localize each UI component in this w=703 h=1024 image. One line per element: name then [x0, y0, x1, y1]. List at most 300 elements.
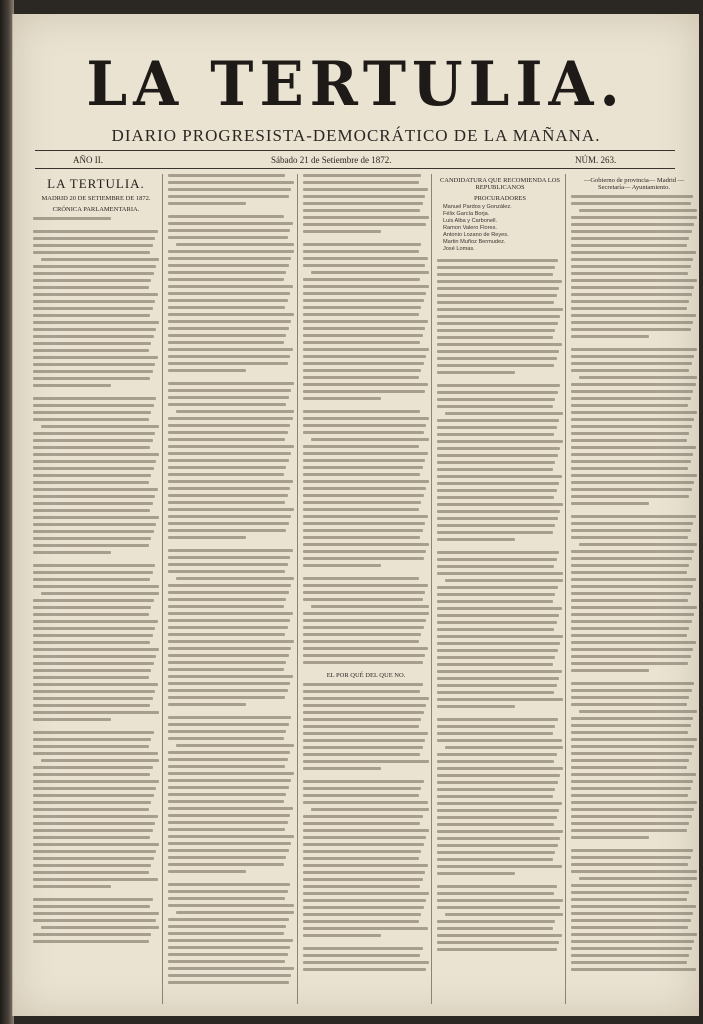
text-line: [176, 744, 294, 747]
text-line: [437, 670, 562, 673]
text-line: [437, 656, 555, 659]
text-line: [168, 188, 291, 191]
text-line: [168, 431, 288, 434]
text-line: [33, 676, 149, 679]
text-line: [437, 433, 554, 436]
text-line: [571, 801, 697, 804]
text-line: [571, 244, 687, 247]
text-line: [168, 696, 285, 699]
text-line: [437, 259, 558, 262]
text-line: [437, 760, 554, 763]
text-line: [168, 313, 294, 316]
text-line: [33, 300, 155, 303]
candidate-name: José Lomas.: [443, 246, 475, 252]
text-line: [33, 516, 159, 519]
text-line: [41, 592, 159, 595]
text-line: [168, 264, 289, 267]
text-line: [571, 731, 688, 734]
text-line: [437, 844, 558, 847]
text-line: [571, 286, 694, 289]
text-line: [437, 524, 555, 527]
header-rule-bottom: [35, 168, 675, 169]
text-line: [168, 355, 290, 358]
text-line: [571, 759, 689, 762]
text-line: [303, 480, 429, 483]
text-line: [33, 599, 154, 602]
text-line: [571, 279, 697, 282]
text-line: [168, 772, 294, 775]
text-line: [168, 640, 294, 643]
text-line: [303, 473, 420, 476]
text-line: [303, 264, 425, 267]
text-line: [571, 488, 692, 491]
text-line: [571, 940, 694, 943]
text-line: [303, 250, 419, 253]
text-line: [303, 787, 421, 790]
text-line: [33, 773, 150, 776]
text-line: [571, 446, 696, 449]
text-line: [571, 251, 696, 254]
text-line: [571, 418, 694, 421]
text-line: [437, 343, 562, 346]
text-line: [437, 858, 553, 861]
text-line: [437, 482, 559, 485]
text-line: [168, 730, 286, 733]
text-line: [303, 913, 421, 916]
text-line: [168, 424, 290, 427]
text-line: [303, 445, 419, 448]
text-line: [579, 209, 697, 212]
text-line: [33, 878, 158, 881]
text-line: [571, 863, 688, 866]
text-line: [571, 571, 687, 574]
text-line: [168, 654, 289, 657]
text-line: [437, 774, 560, 777]
text-line: [33, 822, 155, 825]
text-line: [168, 181, 294, 184]
text-line: [33, 571, 153, 574]
text-line: [437, 851, 555, 854]
text-line: [33, 683, 158, 686]
candidate-name: Luis Alba y Carbonell.: [443, 218, 498, 224]
text-line: [33, 349, 149, 352]
text-line: [303, 878, 423, 881]
text-line: [303, 522, 425, 525]
text-line: [303, 640, 419, 643]
text-line: [176, 410, 294, 413]
text-line: [33, 446, 150, 449]
text-line: [437, 948, 557, 951]
text-line: [571, 585, 693, 588]
text-line: [571, 195, 693, 198]
text-line: [571, 829, 687, 832]
text-line: [33, 418, 149, 421]
text-line: [303, 216, 429, 219]
text-line: [33, 293, 158, 296]
text-line: [571, 335, 649, 338]
text-line: [571, 369, 689, 372]
text-line: [303, 285, 429, 288]
text-line: [571, 481, 694, 484]
text-line: [437, 496, 554, 499]
text-line: [579, 710, 697, 713]
column-4-label: PROCURADORES: [473, 195, 526, 202]
text-line: [33, 794, 154, 797]
text-line: [303, 362, 424, 365]
text-line: [437, 558, 557, 561]
text-line: [571, 954, 689, 957]
text-line: [168, 202, 246, 205]
text-line: [303, 654, 425, 657]
text-line: [571, 328, 691, 331]
text-line: [168, 689, 288, 692]
newspaper-page: [12, 14, 699, 1016]
candidate-name: Ramon Valero Flores.: [443, 225, 497, 231]
text-line: [303, 647, 428, 650]
text-line: [303, 836, 426, 839]
text-line: [168, 570, 285, 573]
text-line: [571, 314, 696, 317]
text-line: [437, 927, 553, 930]
text-line: [571, 794, 688, 797]
column-divider: [431, 174, 432, 1004]
column-divider: [162, 174, 163, 1004]
text-line: [571, 272, 688, 275]
text-line: [571, 745, 694, 748]
column-3: [303, 174, 429, 1006]
text-line: [303, 410, 420, 413]
text-line: [571, 669, 649, 672]
text-line: [303, 711, 424, 714]
text-line: [303, 313, 419, 316]
text-line: [168, 466, 286, 469]
text-line: [33, 460, 156, 463]
text-line: [571, 460, 691, 463]
text-line: [571, 682, 694, 685]
text-line: [437, 322, 558, 325]
text-line: [311, 808, 429, 811]
text-line: [303, 598, 423, 601]
text-line: [437, 329, 555, 332]
text-line: [437, 892, 554, 895]
text-line: [437, 600, 553, 603]
text-line: [168, 362, 288, 365]
text-line: [445, 746, 563, 749]
text-line: [571, 529, 691, 532]
text-line: [33, 718, 111, 721]
text-line: [176, 577, 294, 580]
text-line: [33, 509, 150, 512]
text-line: [33, 905, 150, 908]
text-line: [303, 292, 426, 295]
text-line: [303, 899, 426, 902]
text-line: [303, 843, 424, 846]
column-4-text: [437, 259, 563, 1006]
text-line: [571, 703, 687, 706]
text-line: [168, 501, 285, 504]
text-line: [303, 529, 423, 532]
text-line: [168, 271, 286, 274]
text-line: [571, 836, 649, 839]
text-line: [437, 364, 554, 367]
text-line: [303, 431, 424, 434]
text-line: [571, 300, 689, 303]
text-line: [437, 531, 553, 534]
text-line: [33, 704, 150, 707]
text-line: [33, 377, 150, 380]
text-line: [437, 572, 563, 575]
text-line: [571, 766, 687, 769]
text-line: [41, 258, 159, 261]
text-line: [571, 265, 691, 268]
text-line: [303, 459, 425, 462]
text-line: [437, 691, 554, 694]
text-line: [303, 661, 423, 664]
text-line: [168, 890, 288, 893]
text-line: [33, 940, 149, 943]
text-line: [437, 788, 555, 791]
column-5-text: [571, 195, 697, 1006]
text-line: [303, 885, 420, 888]
text-line: [437, 454, 558, 457]
text-line: [437, 872, 515, 875]
column-4-section: CANDIDATURA QUE RECOMIENDA LOS REPUBLICANOS: [439, 177, 561, 191]
text-line: [437, 586, 558, 589]
text-line: [571, 787, 691, 790]
text-line: [303, 376, 419, 379]
text-line: [33, 432, 155, 435]
text-line: [303, 355, 426, 358]
text-line: [33, 919, 156, 922]
text-line: [311, 271, 429, 274]
text-line: [33, 836, 150, 839]
text-line: [437, 301, 554, 304]
text-line: [571, 307, 687, 310]
text-line: [33, 850, 156, 853]
text-line: [437, 391, 558, 394]
text-line: [437, 266, 555, 269]
text-line: [168, 494, 288, 497]
text-line: [571, 620, 692, 623]
text-line: [571, 689, 692, 692]
text-line: [168, 661, 286, 664]
candidate-list: [443, 204, 563, 253]
text-line: [437, 510, 560, 513]
text-line: [571, 321, 693, 324]
text-line: [168, 174, 285, 177]
text-line: [33, 585, 159, 588]
text-line: [168, 675, 293, 678]
text-line: [168, 793, 286, 796]
text-line: [437, 684, 557, 687]
text-line: [168, 765, 285, 768]
text-line: [168, 584, 291, 587]
column-1: [33, 174, 159, 1006]
text-line: [33, 244, 153, 247]
text-line: [303, 739, 425, 742]
text-line: [437, 287, 559, 290]
text-line: [33, 272, 154, 275]
text-line: [41, 759, 159, 762]
newspaper-title: LA TERTULIA.: [86, 48, 626, 120]
text-line: [303, 209, 420, 212]
text-line: [168, 236, 288, 239]
text-line: [571, 752, 692, 755]
text-line: [168, 369, 246, 372]
text-line: [33, 578, 150, 581]
text-line: [303, 181, 419, 184]
text-line: [571, 397, 691, 400]
text-line: [168, 229, 290, 232]
text-line: [303, 725, 419, 728]
text-line: [437, 830, 563, 833]
text-line: [579, 543, 697, 546]
text-line: [303, 780, 424, 783]
text-line: [303, 864, 428, 867]
text-line: [571, 564, 689, 567]
text-line: [437, 809, 559, 812]
text-line: [168, 215, 284, 218]
text-line: [168, 222, 293, 225]
text-line: [33, 474, 151, 477]
text-line: [303, 961, 429, 964]
text-line: [437, 795, 553, 798]
text-line: [168, 487, 290, 490]
text-line: [571, 258, 693, 261]
text-line: [571, 404, 688, 407]
text-line: [303, 508, 419, 511]
text-line: [571, 467, 688, 470]
text-line: [303, 892, 429, 895]
text-line: [168, 932, 284, 935]
text-line: [303, 697, 429, 700]
text-line: [437, 767, 563, 770]
text-line: [303, 278, 420, 281]
text-line: [437, 732, 553, 735]
text-line: [303, 369, 421, 372]
candidate-name: Martin Muñoz Bermudez.: [443, 239, 506, 245]
text-line: [303, 934, 381, 937]
text-line: [571, 599, 688, 602]
column-5-section: —Gobierno de provincia— Madrid — Secretaría— Ayuntamiento.: [583, 177, 685, 191]
text-line: [303, 452, 428, 455]
text-line: [303, 383, 428, 386]
text-line: [437, 899, 563, 902]
text-line: [33, 641, 150, 644]
text-line: [571, 884, 692, 887]
text-line: [168, 195, 289, 198]
text-line: [33, 662, 154, 665]
column-divider: [565, 174, 566, 1004]
text-line: [303, 306, 421, 309]
text-line: [33, 898, 153, 901]
text-line: [33, 711, 159, 714]
text-line: [303, 348, 429, 351]
text-line: [33, 537, 151, 540]
text-line: [303, 195, 425, 198]
text-line: [303, 920, 419, 923]
text-line: [437, 273, 553, 276]
text-line: [168, 549, 293, 552]
text-line: [168, 529, 286, 532]
text-line: [33, 314, 150, 317]
text-line: [437, 461, 555, 464]
text-line: [33, 279, 151, 282]
column-1-dateline: MADRID 20 DE SETIEMBRE DE 1872.: [41, 195, 151, 202]
text-line: [303, 822, 420, 825]
text-line: [571, 216, 697, 219]
text-line: [571, 362, 692, 365]
text-line: [571, 662, 688, 665]
text-line: [437, 865, 562, 868]
text-line: [303, 704, 426, 707]
text-line: [168, 327, 289, 330]
issue-number: NÚM. 263.: [575, 155, 617, 165]
text-line: [571, 968, 696, 971]
text-line: [168, 883, 290, 886]
text-line: [437, 593, 555, 596]
text-line: [303, 612, 429, 615]
text-line: [168, 257, 291, 260]
text-line: [437, 753, 557, 756]
text-line: [303, 536, 420, 539]
text-line: [303, 257, 428, 260]
text-line: [579, 877, 697, 880]
text-line: [437, 440, 563, 443]
text-line: [176, 243, 294, 246]
text-line: [33, 655, 156, 658]
text-line: [571, 717, 693, 720]
text-line: [168, 445, 294, 448]
text-line: [168, 285, 293, 288]
text-line: [437, 517, 558, 520]
text-line: [437, 426, 557, 429]
text-line: [168, 723, 289, 726]
text-line: [303, 390, 425, 393]
text-line: [437, 315, 560, 318]
text-line: [33, 453, 159, 456]
text-line: [571, 919, 691, 922]
text-line: [168, 612, 293, 615]
text-line: [571, 696, 689, 699]
text-line: [303, 584, 428, 587]
text-line: [571, 432, 689, 435]
text-line: [437, 816, 557, 819]
text-line: [571, 411, 697, 414]
text-line: [33, 885, 111, 888]
text-line: [33, 286, 149, 289]
text-line: [33, 237, 155, 240]
text-line: [303, 927, 428, 930]
text-line: [303, 829, 429, 832]
text-line: [168, 758, 288, 761]
text-line: [303, 515, 428, 518]
text-line: [168, 536, 246, 539]
text-line: [571, 613, 694, 616]
text-line: [303, 487, 426, 490]
text-line: [437, 802, 562, 805]
text-line: [437, 677, 559, 680]
text-line: [437, 725, 555, 728]
text-line: [168, 716, 291, 719]
issue-year: AÑO II.: [73, 155, 103, 165]
text-line: [303, 564, 381, 567]
text-line: [168, 981, 289, 984]
text-line: [303, 466, 423, 469]
text-line: [168, 591, 289, 594]
text-line: [303, 815, 423, 818]
text-line: [33, 467, 154, 470]
